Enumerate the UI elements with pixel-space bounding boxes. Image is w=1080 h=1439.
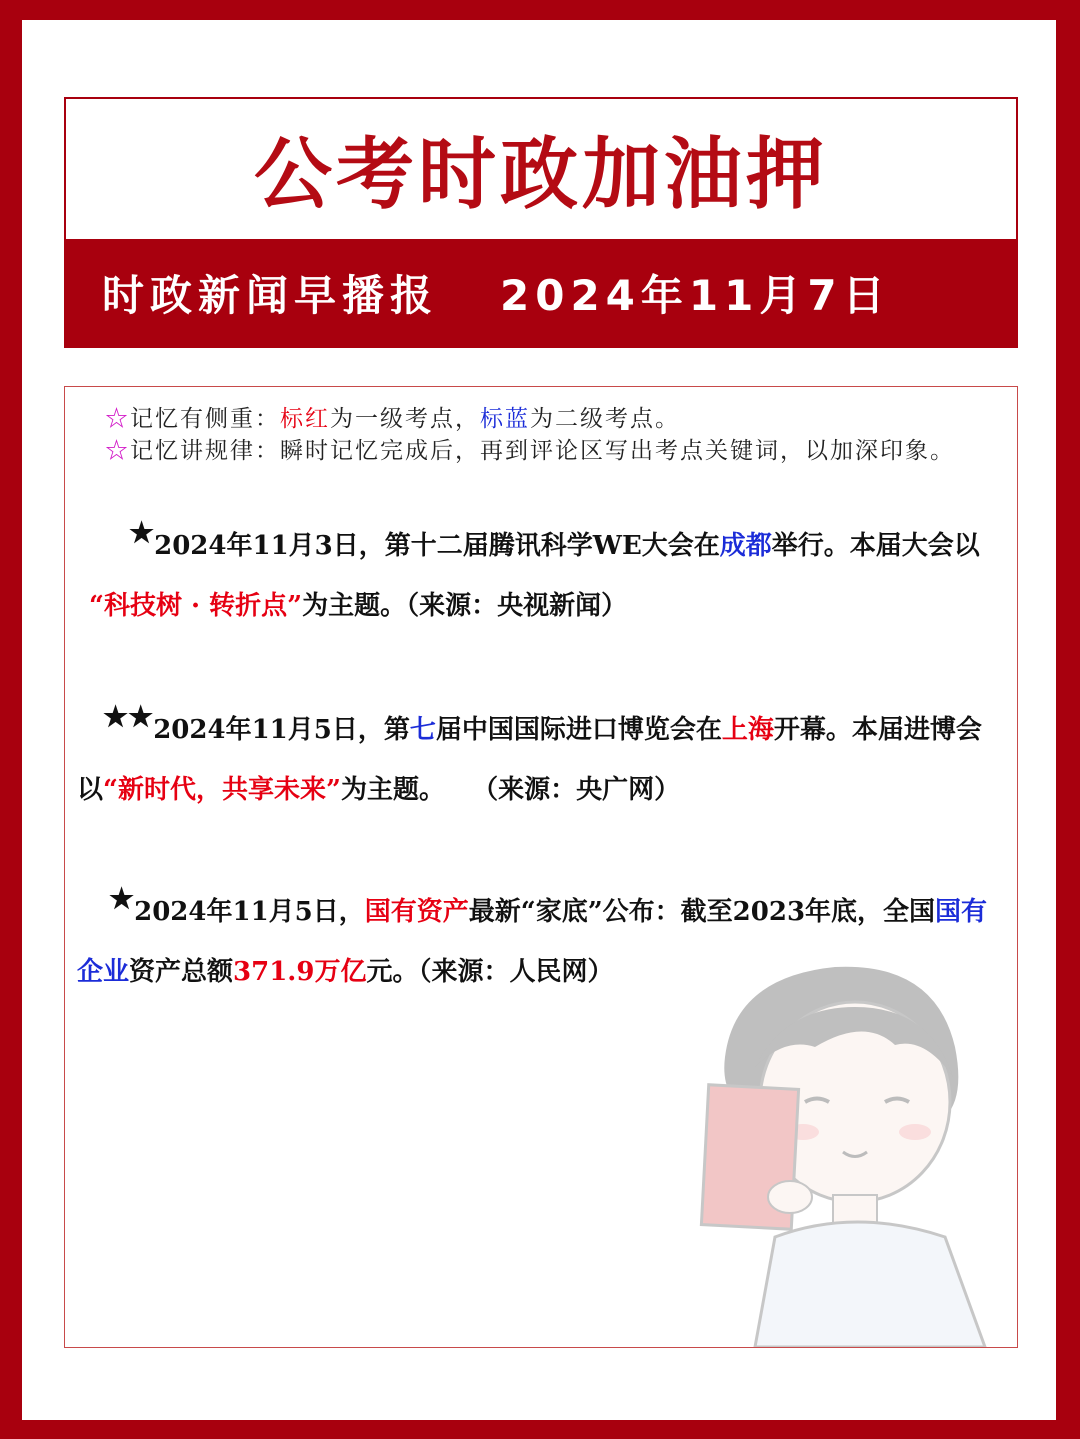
news-3-text: 元。（来源：人民网）: [366, 957, 614, 987]
tip-star-icon: ☆: [105, 438, 130, 464]
news-1-text: 2024年11月3日，第十二届腾讯科学WE大会在: [154, 531, 720, 561]
content-box: [64, 386, 1018, 1348]
news-1-text: 举行。本届大会以: [771, 531, 980, 561]
tip-star-icon: ☆: [105, 406, 130, 432]
star-icon: ★: [129, 516, 155, 549]
news-3-text: 2024年11月5日，: [134, 897, 365, 927]
tip-red-label: 标红: [280, 406, 330, 432]
news-2-text: 2024年11月5日，第: [153, 715, 410, 745]
news-2-text: 为主题。 （来源：央广网）: [340, 775, 681, 805]
tip-line-2: [105, 435, 955, 467]
page-frame: [22, 20, 1056, 1420]
tip-blue-label: 标蓝: [480, 406, 530, 432]
header-box: [64, 97, 1018, 348]
subtitle-text: 时政新闻早播报: [102, 270, 439, 320]
news-3-blue: 国有企业: [77, 897, 988, 987]
tip-line-1: [105, 403, 955, 435]
star-icon: ★★: [103, 700, 154, 733]
news-2-red: 上海: [721, 715, 774, 745]
news-1-text: 为主题。（来源：央视新闻）: [302, 591, 628, 621]
date-text: 2024年11月7日: [500, 270, 891, 320]
tip-1-prefix: 记忆有侧重：: [130, 406, 280, 432]
news-3-red: 371.9万亿: [233, 957, 367, 987]
student-illustration: [695, 937, 1015, 1347]
news-2-blue: 七: [409, 715, 436, 745]
news-1-red: “科技树 · 转折点”: [89, 591, 303, 621]
news-2-red: “新时代，共享未来”: [103, 775, 341, 805]
tip-1-suffix: 为二级考点。: [530, 406, 680, 432]
news-3-text: 资产总额: [129, 957, 234, 987]
memory-tips: [105, 403, 955, 467]
news-1-blue: 成都: [719, 531, 772, 561]
tip-1-mid: 为一级考点，: [330, 406, 480, 432]
news-item-2: [77, 699, 991, 820]
page-title: 公考时政加油押: [253, 128, 828, 220]
news-item-1: [77, 515, 991, 636]
star-icon: ★: [109, 882, 135, 915]
news-3-text: 最新“家底”公布：截至2023年底，全国: [468, 897, 936, 927]
subtitle-bar: [66, 239, 1016, 346]
tip-2-text: 记忆讲规律：瞬时记忆完成后，再到评论区写出考点关键词，以加深印象。: [130, 438, 955, 464]
news-2-text: 开幕。本届进博会以: [77, 715, 982, 805]
news-2-text: 届中国国际进口博览会在: [435, 715, 722, 745]
news-3-red: 国有资产: [364, 897, 469, 927]
